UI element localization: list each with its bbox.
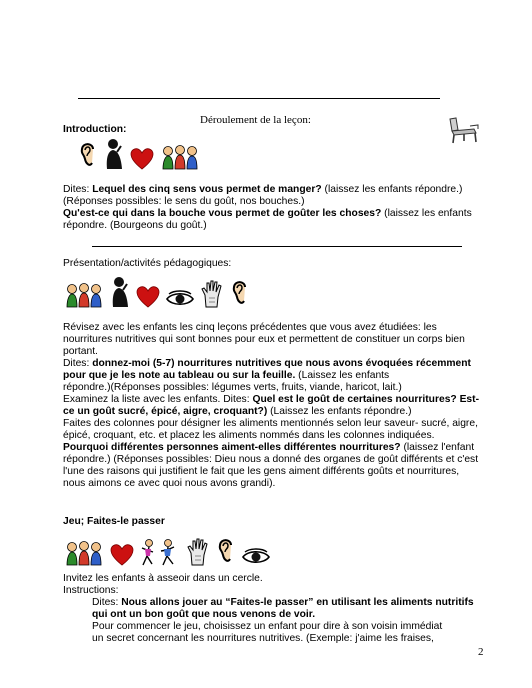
children-running-icon (140, 538, 180, 566)
game-line-5: Pour commencer le jeu, choisissez un enfant pour dire à son voisin immédiat (92, 621, 443, 632)
game-line-6: un secret concernant les nourritures nutritives. (Exemple: j'aime les fraises, (92, 633, 434, 644)
section-rule (92, 246, 462, 247)
presentation-line-8: ce un goût sucré, épicé, aigre, croquant?) (Laissez les enfants répondre.) (63, 406, 412, 417)
page-number: 2 (478, 646, 484, 658)
children-group-icon (160, 144, 200, 170)
presentation-line-14: nous aimons ce avec quoi nous avons grandi). (63, 478, 276, 489)
ear-icon (230, 278, 250, 308)
game-line-3: Dites: Nous allons jouer au “Faites-le passer” en utilisant les aliments nutritifs (92, 597, 474, 608)
presentation-line-6: répondre.)(Réponses possibles: légumes verts, fruits, viande, haricot, lait.) (63, 382, 402, 393)
game-line-2: Instructions: (63, 585, 119, 596)
game-icon-row (64, 536, 270, 566)
heart-icon (136, 286, 160, 308)
presentation-line-12: répondre.) (Réponses possibles: Dieu nous a donné des organes de goût différents et c'est (63, 454, 479, 465)
presentation-icon-row (64, 276, 250, 308)
heart-icon (110, 544, 134, 566)
page-title: Déroulement de la leçon: (200, 114, 311, 126)
presentation-line-10: épicé, croquant, etc. et placez les aliments nommés dans les colonnes indiquées. (63, 430, 435, 441)
presentation-line-7: Examinez la liste avec les enfants. Dites: Quel est le goût de certaines nourritures? Est- (63, 394, 480, 405)
intro-heading: Introduction: (63, 124, 127, 135)
game-line-4: qui ont un bon goût que nous venons de voir. (92, 609, 316, 620)
presentation-line-3: portant. (63, 346, 98, 357)
top-rule (78, 98, 440, 99)
presentation-line-5: pour que je les note au tableau ou sur la feuille. (Laissez les enfants (63, 370, 390, 381)
intro-line-3: Qu'est-ce qui dans la bouche vous permet de goûter les choses? (laissez les enfants (63, 208, 472, 219)
children-group-icon (64, 540, 104, 566)
presentation-line-2: nourritures nutritives qui sont bonnes pour eux et permettent de constituer un corps bien (63, 334, 465, 345)
praying-child-icon (110, 276, 130, 308)
ear-icon (78, 140, 98, 170)
children-group-icon (64, 282, 104, 308)
presentation-line-13: l'une des raisons qui justifient le fait que les gens aiment différents goûts et nourritures, (63, 466, 460, 477)
praying-child-icon (104, 138, 124, 170)
hand-icon (200, 280, 224, 308)
presentation-line-9: Faites des colonnes pour désigner les aliments mentionnés selon leur saveur- sucré, aigre, (63, 418, 478, 429)
ear-icon (216, 536, 236, 566)
heart-icon (130, 148, 154, 170)
presentation-line-1: Révisez avec les enfants les cinq leçons précédentes que vous avez étudiées: les (63, 322, 437, 333)
intro-icon-row (78, 138, 200, 170)
game-line-1: Invitez les enfants à asseoir dans un cercle. (63, 573, 263, 584)
presentation-line-4: Dites: donnez-moi (5-7) nourritures nutritives que nous avons évoquées récemment (63, 358, 471, 369)
eye-icon (166, 290, 194, 308)
presentation-heading: Présentation/activités pédagogiques: (63, 258, 232, 269)
game-heading: Jeu; Faites-le passer (63, 516, 165, 527)
eye-icon (242, 548, 270, 566)
presentation-line-11: Pourquoi différentes personnes aiment-elles différentes nourritures? (laissez l'enfant (63, 442, 475, 453)
intro-line-1: Dites: Lequel des cinq sens vous permet de manger? (laissez les enfants répondre.) (63, 184, 463, 195)
hand-icon (186, 538, 210, 566)
intro-line-2: (Réponses possibles: le sens du goût, nos bouches.) (63, 196, 305, 207)
chair-icon (446, 116, 480, 149)
intro-line-4: répondre. (Bourgeons du goût.) (63, 220, 207, 231)
